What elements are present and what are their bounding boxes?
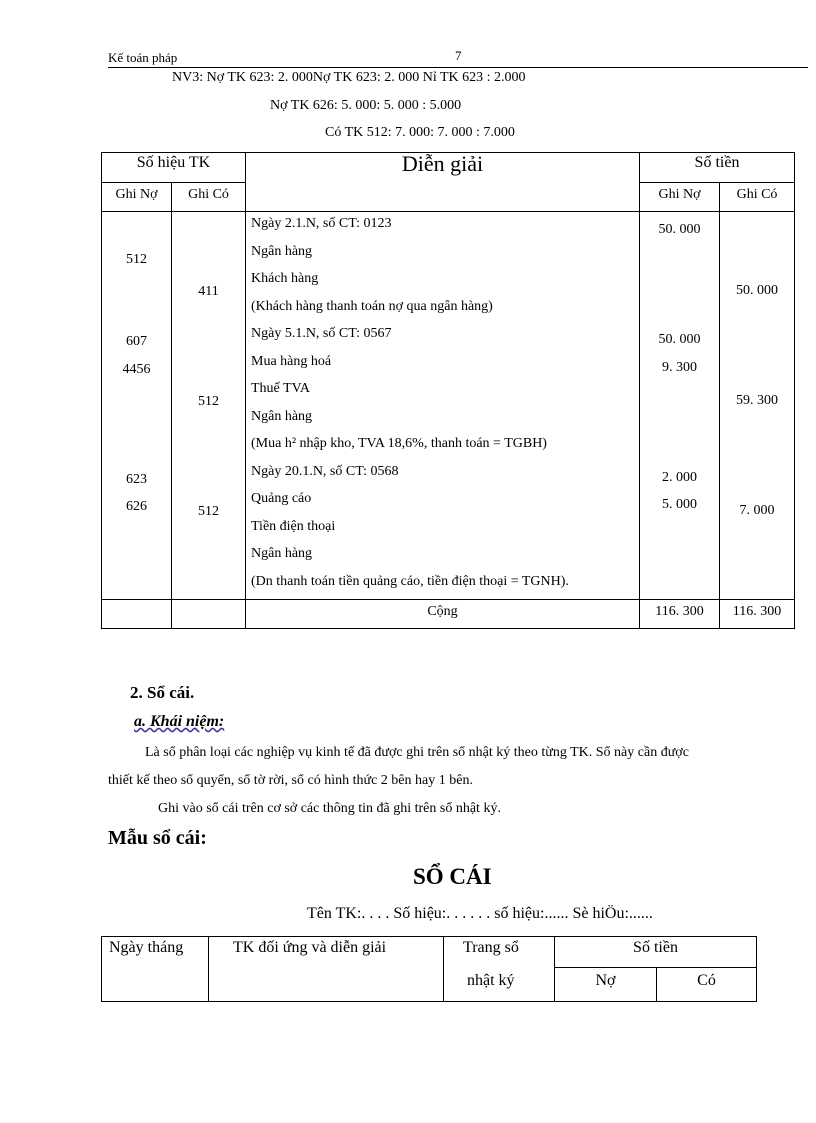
description-cell: Ngày 20.1.N, số CT: 0568 (251, 463, 399, 479)
ledger-col-credit: Có (697, 972, 716, 989)
debit-account-cell: 623 (126, 471, 147, 487)
ledger-col-journal-page-2: nhật ký (467, 972, 515, 989)
description-cell: Quảng cáo (251, 491, 312, 506)
description-cell: Mua hàng hoá (251, 353, 332, 369)
table-line (794, 152, 795, 629)
description-cell: (Mua h² nhập kho, TVA 18,6%, thanh toán = TGBH) (251, 436, 547, 451)
paragraph-line-3: Ghi vào sổ cái trên cơ sở các thông tin đã ghi trên sổ nhật ký. (158, 801, 501, 816)
section-title: 2. Sổ cái. (130, 683, 195, 702)
total-debit: 116. 300 (655, 604, 704, 619)
paragraph-line-2: thiết kế theo sổ quyển, sổ tờ rời, sổ có hình thức 2 bên hay 1 bên. (108, 773, 473, 788)
table-line (101, 628, 795, 629)
description-cell: Ngày 2.1.N, số CT: 0123 (251, 216, 392, 231)
page-number: 7 (455, 48, 462, 63)
credit-account-cell: 411 (198, 284, 219, 299)
col-header-account: Số hiệu TK (136, 154, 211, 171)
description-cell: Ngân hàng (251, 243, 313, 259)
nv3-line-1: NV3: Nợ TK 623: 2. 000Nợ TK 623: 2. 000 Nỉ TK 623 : 2.000 (172, 70, 526, 85)
col-header-debit-account: Ghi Nợ (115, 187, 158, 202)
table-line (101, 152, 102, 629)
description-cell: Tiền điện thoại (251, 518, 336, 534)
description-cell: Thuế TVA (251, 381, 310, 396)
credit-amount-cell: 50. 000 (736, 283, 778, 298)
debit-amount-cell: 9. 300 (662, 359, 697, 375)
table-line (101, 211, 795, 212)
table-line (208, 936, 209, 1002)
description-cell: Ngân hàng (251, 546, 313, 561)
description-cell: Ngày 5.1.N, số CT: 0567 (251, 326, 392, 341)
table-line (101, 936, 102, 1002)
table-line (101, 599, 795, 600)
ledger-meta: Tên TK:. . . . Số hiệu:. . . . . . số hiệu:...... Sè hiÖu:...... (307, 905, 653, 922)
debit-amount-cell: 50. 000 (658, 332, 701, 347)
total-credit: 116. 300 (732, 604, 782, 619)
debit-account-cell: 4456 (122, 361, 151, 377)
ledger-col-amount: Số tiền (633, 939, 678, 956)
debit-amount-cell: 50. 000 (658, 222, 701, 237)
table-line (101, 936, 757, 937)
description-cell: Khách hàng (251, 271, 319, 286)
col-header-credit-account: Ghi Có (188, 187, 229, 202)
ledger-col-date: Ngày tháng (109, 939, 184, 956)
debit-account-cell: 607 (126, 334, 147, 349)
credit-account-cell: 512 (198, 394, 219, 409)
table-line (245, 152, 246, 629)
ledger-title: SỔ CÁI (413, 864, 492, 889)
ledger-col-journal-page: Trang sổ (463, 939, 519, 956)
debit-amount-cell: 5. 000 (662, 497, 697, 512)
total-label: Cộng (427, 604, 458, 619)
credit-amount-cell: 59. 300 (736, 393, 778, 408)
nv3-line-3: Có TK 512: 7. 000: 7. 000 : 7.000 (325, 125, 515, 140)
debit-amount-cell: 2. 000 (662, 469, 697, 485)
table-line (756, 936, 757, 1002)
ledger-col-account: TK đối ứng và diễn giải (233, 939, 387, 956)
paragraph-line-1: Là sổ phân loại các nghiệp vụ kinh tế đã được ghi trên sổ nhật ký theo từng TK. Sổ này cần được (145, 745, 689, 760)
table-line (443, 936, 444, 1002)
col-header-debit-amount: Ghi Nợ (658, 187, 701, 202)
credit-amount-cell: 7. 000 (739, 503, 775, 518)
credit-account-cell: 512 (198, 504, 219, 519)
ledger-col-debit: Nợ (595, 972, 616, 989)
section-subtitle: a. Khái niệm: (134, 713, 225, 730)
running-header: Kế toán pháp (108, 50, 178, 65)
header-rule (108, 67, 808, 68)
col-header-description: Diễn giải (401, 151, 484, 176)
description-cell: Ngân hàng (251, 408, 313, 424)
table-line (101, 182, 246, 183)
col-header-credit-amount: Ghi Có (736, 187, 778, 202)
nv3-line-2: Nợ TK 626: 5. 000: 5. 000 : 5.000 (270, 98, 462, 113)
table-line (101, 1001, 757, 1002)
description-cell: (Khách hàng thanh toán nợ qua ngân hàng) (251, 298, 493, 314)
debit-account-cell: 626 (126, 499, 147, 514)
table-line (639, 182, 795, 183)
col-header-amount: Số tiền (694, 154, 740, 171)
description-cell: (Dn thanh toán tiền quảng cáo, tiền điện thoại = TGNH). (251, 573, 569, 589)
ledger-heading: Mẫu sổ cái: (108, 827, 207, 849)
debit-account-cell: 512 (126, 251, 147, 267)
